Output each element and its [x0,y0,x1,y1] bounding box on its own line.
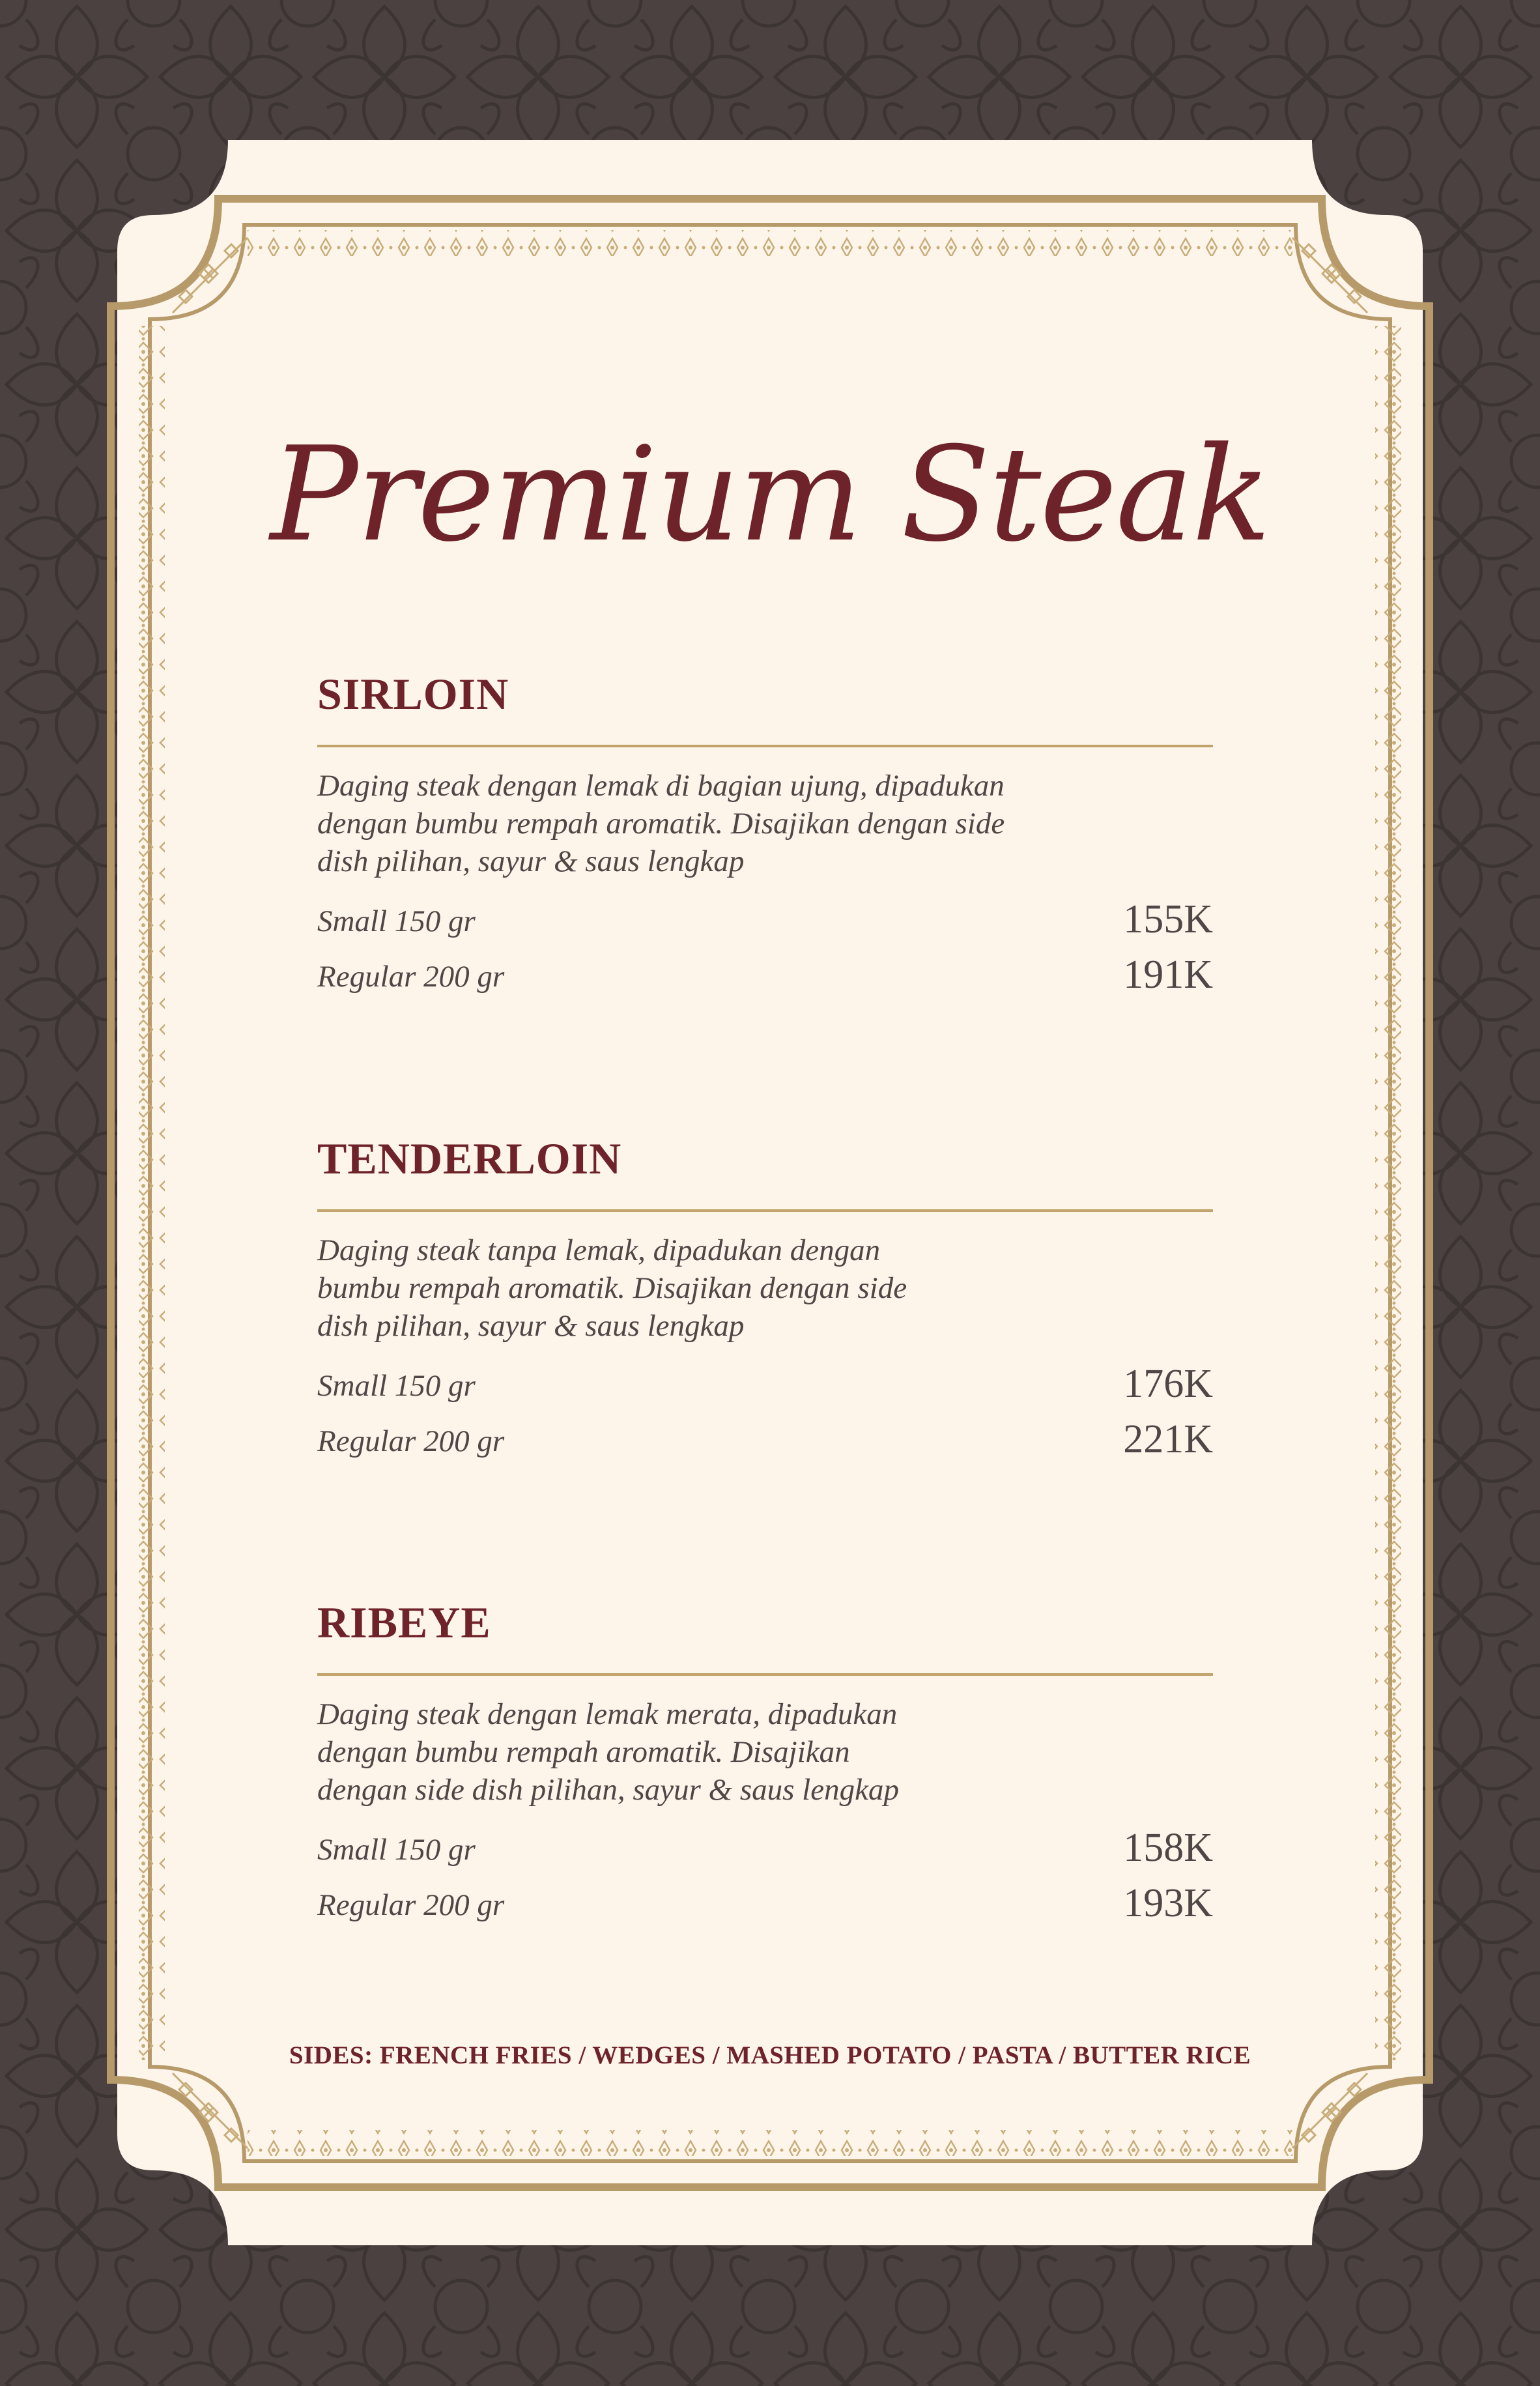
section-name: RIBEYE [317,1598,491,1647]
description-line: dish pilihan, sayur & saus lengkap [317,1309,745,1343]
section-divider [317,1673,1213,1676]
menu-section-ribeye [317,1596,1213,1936]
menu-section-sirloin [317,668,1213,1007]
section-name: SIRLOIN [317,669,509,719]
price-row [317,952,1213,1007]
section-name: TENDERLOIN [317,1134,622,1183]
section-description [317,767,1066,880]
section-description [317,1231,1066,1345]
description-line: Daging steak dengan lemak di bagian ujung, dipadukan [317,769,1005,803]
description-line: dengan bumbu rempah aromatik. Disajikan [317,1735,850,1769]
description-line: bumbu rempah aromatik. Disajikan dengan side [317,1271,907,1305]
price: 193K [1123,1881,1213,1925]
price: 221K [1123,1417,1213,1461]
section-divider [317,745,1213,747]
size-label: Regular 200 gr [317,960,505,994]
price: 176K [1123,1362,1213,1406]
section-divider [317,1209,1213,1212]
price: 155K [1123,897,1213,941]
price-row [317,1416,1213,1472]
price-row [317,1361,1213,1416]
price: 158K [1123,1826,1213,1870]
size-label: Small 150 gr [317,1369,476,1403]
sides-list: SIDES: FRENCH FRIES / WEDGES / MASHED POTATO / PASTA / BUTTER RICE [289,2041,1251,2069]
price-row [317,897,1213,952]
menu-section-tenderloin [317,1132,1213,1472]
size-label: Regular 200 gr [317,1888,505,1922]
description-line: Daging steak tanpa lemak, dipadukan dengan [317,1233,881,1267]
price-row [317,1825,1213,1880]
size-label: Small 150 gr [317,1833,476,1867]
price: 191K [1123,953,1213,997]
description-line: Daging steak dengan lemak merata, dipadukan [317,1697,898,1731]
menu-title: Premium Steak [270,419,1270,571]
size-label: Regular 200 gr [317,1424,505,1458]
description-line: dengan side dish pilihan, sayur & saus lengkap [317,1773,899,1807]
size-label: Small 150 gr [317,904,476,938]
description-line: dish pilihan, sayur & saus lengkap [317,844,745,878]
section-description [317,1695,1066,1809]
description-line: dengan bumbu rempah aromatik. Disajikan dengan side [317,807,1005,841]
price-row [317,1880,1213,1936]
